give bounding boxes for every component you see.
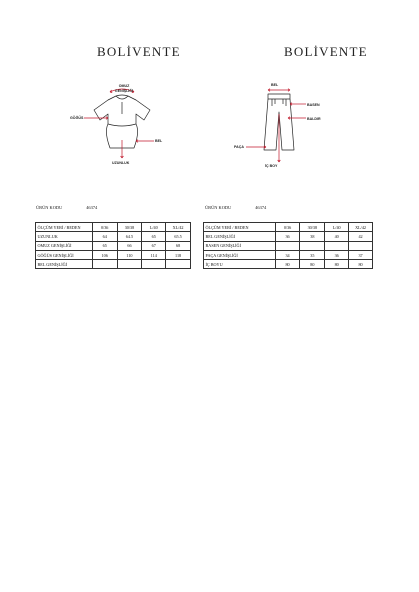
size-table-top xyxy=(35,222,191,269)
header-cell: ÖLÇÜM YERİ / BEDEN xyxy=(36,223,93,232)
pants-diagram xyxy=(230,80,340,175)
table-cell: 38 xyxy=(300,232,325,241)
table-cell xyxy=(92,260,117,269)
header-cell: 0/36 xyxy=(92,223,117,232)
label-inseam: İÇ BOY xyxy=(265,164,278,168)
table-cell: 80 xyxy=(300,260,325,269)
table-row xyxy=(204,241,373,250)
product-code-right xyxy=(205,205,266,210)
table-cell: 118 xyxy=(166,250,191,259)
brand-logo-left: BOLİVENTE xyxy=(97,44,181,59)
table-cell: 80 xyxy=(349,260,373,269)
header-cell: XL/42 xyxy=(349,223,373,232)
table-row xyxy=(36,260,191,269)
table-cell xyxy=(142,260,166,269)
table-cell: 80 xyxy=(325,260,349,269)
table-cell: 35 xyxy=(300,250,325,259)
table-cell: 36 xyxy=(275,232,300,241)
table-row xyxy=(36,241,191,250)
product-code-label: ÜRÜN KODU xyxy=(205,205,232,210)
product-code-left xyxy=(36,205,97,210)
header-cell: 30/38 xyxy=(300,223,325,232)
table-cell xyxy=(117,260,142,269)
table-cell: 37 xyxy=(349,250,373,259)
header-cell: 0/36 xyxy=(275,223,300,232)
label-length: UZUNLUK xyxy=(112,161,130,165)
table-cell: BEL GENİŞLİĞİ xyxy=(36,260,93,269)
table-header-row xyxy=(204,223,373,232)
table-cell: 36 xyxy=(325,250,349,259)
table-cell: OMUZ GENİŞLİĞİ xyxy=(36,241,93,250)
header-cell: L/40 xyxy=(142,223,166,232)
table-cell: 110 xyxy=(117,250,142,259)
table-cell: BASEN GENİŞLİĞİ xyxy=(204,241,276,250)
table-cell: 114 xyxy=(142,250,166,259)
table-cell: 64 xyxy=(92,232,117,241)
table-cell: 65 xyxy=(142,232,166,241)
table-cell: 40 xyxy=(325,232,349,241)
table-cell: BEL GENİŞLİĞİ xyxy=(204,232,276,241)
table-cell: 65 xyxy=(92,241,117,250)
header-cell: ÖLÇÜM YERİ / BEDEN xyxy=(204,223,276,232)
header-cell: 30/38 xyxy=(117,223,142,232)
label-waist: BEL xyxy=(155,139,163,143)
product-code-label: ÜRÜN KODU xyxy=(36,205,63,210)
label-shoulder: OMUZ GENİŞLİĞİ xyxy=(114,84,134,93)
table-cell xyxy=(300,241,325,250)
label-hem: PAÇA xyxy=(234,145,244,149)
table-cell: 42 xyxy=(349,232,373,241)
table-cell: 80 xyxy=(275,260,300,269)
table-cell: 67 xyxy=(142,241,166,250)
table-row xyxy=(204,232,373,241)
table-cell: 34 xyxy=(275,250,300,259)
table-cell: 66 xyxy=(117,241,142,250)
table-row xyxy=(36,250,191,259)
product-code-value: 46374 xyxy=(86,205,98,210)
table-cell xyxy=(325,241,349,250)
product-code-value: 46374 xyxy=(255,205,267,210)
header-cell: XL/42 xyxy=(166,223,191,232)
label-thigh: BALDIR xyxy=(307,117,321,121)
table-cell: 65.5 xyxy=(166,232,191,241)
table-row xyxy=(36,232,191,241)
table-row xyxy=(204,260,373,269)
table-header-row xyxy=(36,223,191,232)
table-cell: İÇ BOYU xyxy=(204,260,276,269)
table-cell: UZUNLUK xyxy=(36,232,93,241)
table-cell: 64.5 xyxy=(117,232,142,241)
size-table-bottom xyxy=(203,222,373,269)
table-cell xyxy=(275,241,300,250)
table-cell xyxy=(349,241,373,250)
table-cell: PAÇA GENİŞLİĞİ xyxy=(204,250,276,259)
table-cell xyxy=(166,260,191,269)
label-chest: GÖĞÜS xyxy=(70,116,84,120)
table-cell: 106 xyxy=(92,250,117,259)
table-row xyxy=(204,250,373,259)
label-pants-waist: BEL xyxy=(271,83,279,87)
brand-logo-right: BOLİVENTE xyxy=(284,44,368,59)
header-cell: L/40 xyxy=(325,223,349,232)
table-cell: 68 xyxy=(166,241,191,250)
label-hip: BASEN xyxy=(307,103,320,107)
table-cell: GÖĞÜS GENİŞLİĞİ xyxy=(36,250,93,259)
